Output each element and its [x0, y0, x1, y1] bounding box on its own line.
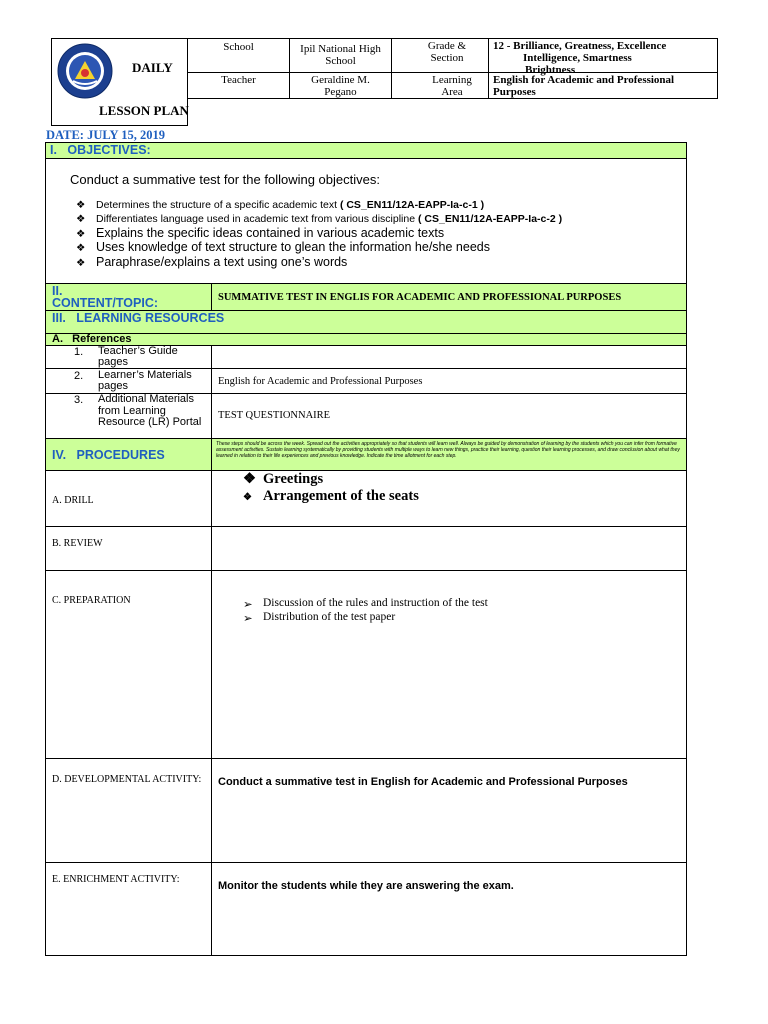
developmental-label-cell — [45, 758, 212, 863]
procedures-note: These steps should be across the week. Spread out the activities appropriately so that students will learn well. Always be guided by demonstration of learning by the students which you can infer from formative assessment activities. Sustain learning systematically by providing students with multiple ways to learn new things, practice their learning, question their learning processes, and draw conclusion about what they learned in relation to their life experiences and previous knowledge. Indicate the time allotment for each step. — [216, 441, 680, 460]
enrichment-label-cell — [45, 862, 212, 956]
enrichment-value-cell — [211, 862, 687, 956]
resource-number: 2. — [74, 370, 84, 382]
resource-label: Teacher’s Guide pages — [98, 345, 178, 368]
diamond-bullet-icon: ❖ — [76, 213, 86, 225]
resources-heading: III. LEARNING RESOURCES — [52, 311, 225, 325]
teacher-value: Geraldine M. Pegano — [289, 72, 392, 99]
resource-value-cell — [211, 345, 687, 369]
resource-label-cell — [45, 345, 212, 369]
title-lesson-plan: LESSON PLAN — [99, 103, 189, 118]
objective-item: ❖ Uses knowledge of text structure to glean the information he/she needs — [76, 240, 490, 254]
diamond-bullet-icon: ❖ — [243, 471, 256, 487]
resource-label-cell — [45, 368, 212, 394]
school-value: Ipil National High School — [289, 38, 392, 73]
enrichment-label: E. ENRICHMENT ACTIVITY: — [52, 874, 180, 885]
review-label: B. REVIEW — [52, 538, 103, 549]
diamond-bullet-icon: ❖ — [76, 257, 86, 269]
drill-label: A. DRILL — [52, 495, 94, 506]
objective-item: ❖ Differentiates language used in academic text from various discipline ( CS_EN11/12A-EAPP-Ia-c-2 ) — [76, 213, 563, 225]
resource-label: Learner’s Materials pages — [98, 369, 192, 392]
grade-value: 12 - Brilliance, Greatness, Excellence Intelligence, Smartness Brightness — [488, 38, 718, 73]
arrow-bullet-icon: ➢ — [243, 599, 253, 611]
diamond-bullet-icon: ❖ — [76, 242, 86, 254]
grade-label: Grade & Section — [391, 38, 489, 73]
content-topic: SUMMATIVE TEST IN ENGLIS FOR ACADEMIC AND PROFESSIONAL PURPOSES — [218, 292, 622, 303]
drill-label-cell — [45, 470, 212, 527]
content-heading-number: II. — [52, 284, 63, 298]
drill-item: ❖ Greetings — [243, 471, 324, 487]
objectives-intro: Conduct a summative test for the following objectives: — [70, 172, 380, 187]
area-value: English for Academic and Professional Purposes — [488, 72, 718, 99]
diamond-bullet-icon: ❖ — [76, 228, 86, 240]
lesson-date: DATE: JULY 15, 2019 — [46, 128, 165, 142]
preparation-item: ➢ Distribution of the test paper — [243, 611, 396, 625]
content-heading: CONTENT/TOPIC: — [52, 296, 159, 310]
school-label: School — [187, 38, 290, 73]
teacher-label: Teacher — [187, 72, 290, 99]
deped-seal-logo — [57, 43, 113, 99]
resource-label: Additional Materials from Learning Resource (LR) Portal — [98, 393, 202, 428]
diamond-bullet-icon: ❖ — [243, 492, 252, 503]
preparation-label-cell — [45, 570, 212, 759]
references-label: A. References — [52, 333, 132, 345]
objectives-heading: I. OBJECTIVES: — [50, 143, 151, 157]
resource-value: TEST QUESTIONNAIRE — [218, 410, 331, 421]
arrow-bullet-icon: ➢ — [243, 613, 253, 625]
preparation-item: ➢ Discussion of the rules and instruction of the test — [243, 597, 488, 611]
procedures-heading: IV. PROCEDURES — [52, 448, 165, 462]
objective-item: ❖ Paraphrase/explains a text using one’s words — [76, 255, 348, 269]
developmental-label: D. DEVELOPMENTAL ACTIVITY: — [52, 774, 202, 785]
resource-value-cell — [211, 368, 687, 394]
procedures-heading-cell — [45, 438, 212, 471]
resource-value: English for Academic and Professional Purposes — [218, 376, 423, 387]
resource-number: 3. — [74, 394, 84, 406]
resources-heading-row — [45, 310, 687, 334]
content-heading-cell — [45, 283, 212, 311]
objective-item: ❖ Determines the structure of a specific academic text ( CS_EN11/12A-EAPP-Ia-c-1 ) — [76, 199, 485, 211]
developmental-activity: Conduct a summative test in English for Academic and Professional Purposes — [218, 776, 628, 788]
content-value-cell — [211, 283, 687, 311]
area-label: Learning Area — [391, 72, 489, 99]
drill-item: ❖ Arrangement of the seats — [243, 488, 419, 504]
enrichment-activity: Monitor the students while they are answering the exam. — [218, 880, 514, 892]
resource-value-cell — [211, 393, 687, 439]
review-label-cell — [45, 526, 212, 571]
preparation-label: C. PREPARATION — [52, 595, 131, 606]
objectives-heading-row — [45, 142, 687, 159]
resource-number: 1. — [74, 346, 84, 358]
review-value-cell — [211, 526, 687, 571]
title-daily: DAILY — [132, 60, 173, 75]
procedures-note-cell — [211, 438, 687, 471]
objective-item: ❖ Explains the specific ideas contained in various academic texts — [76, 226, 445, 240]
developmental-value-cell — [211, 758, 687, 863]
diamond-bullet-icon: ❖ — [76, 199, 86, 211]
resource-label-cell — [45, 393, 212, 439]
